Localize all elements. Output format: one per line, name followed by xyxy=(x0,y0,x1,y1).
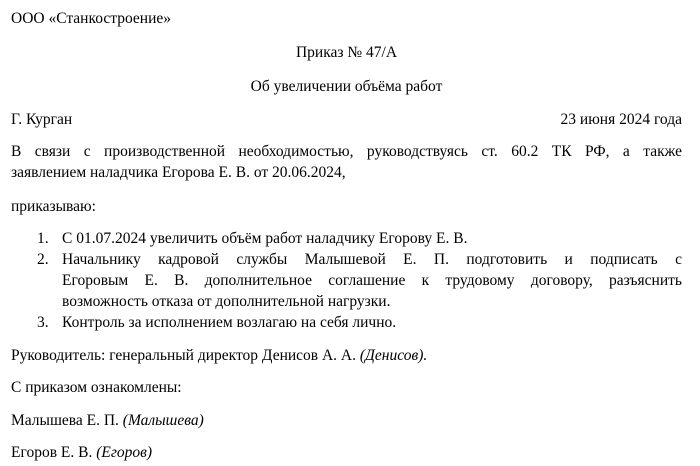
head-signature-row xyxy=(11,346,682,366)
order-items-list xyxy=(11,228,682,333)
preamble-line-1: В связи с производственной необходимостью, руководствуясь ст. 60.2 ТК РФ, а также xyxy=(11,143,682,160)
signer-name: Малышева Е. П. xyxy=(11,412,119,429)
signer-signature: (Егоров) xyxy=(96,444,153,461)
list-item xyxy=(11,312,682,333)
signer-name: Егоров Е. В. xyxy=(11,444,93,461)
item-text: возможность отказа от дополнительной нагрузки. xyxy=(62,293,391,310)
signer-signature: (Малышева) xyxy=(122,412,204,429)
head-signature: (Денисов). xyxy=(359,347,428,364)
signer-row xyxy=(11,411,682,431)
company-name: ООО «Станкостроение» xyxy=(11,10,171,27)
item-text: С 01.07.2024 увеличить объём работ наладчику Егорову Е. В. xyxy=(62,230,468,247)
item-text: Егоровым Е. В. дополнительное соглашение к трудовому договору, разъяснить xyxy=(62,272,682,289)
signer-row xyxy=(11,443,682,463)
list-item xyxy=(11,249,682,312)
item-number: 3. xyxy=(37,314,49,331)
head-label: Руководитель: генеральный директор Денисов А. А. xyxy=(11,347,357,364)
city: Г. Курган xyxy=(11,111,73,128)
item-text: Контроль за исполнением возлагаю на себя лично. xyxy=(62,314,397,331)
item-text: Начальнику кадровой службы Малышевой Е. П. подготовить и подписать с xyxy=(62,251,682,268)
acknowledged-label: С приказом ознакомлены: xyxy=(11,379,182,396)
item-number: 1. xyxy=(37,230,49,247)
preamble-line-2: заявлением наладчика Егорова Е. В. от 20.06.2024, xyxy=(11,164,346,181)
item-number: 2. xyxy=(37,251,49,268)
order-subject: Об увеличении объёма работ xyxy=(250,78,443,95)
place-date-row xyxy=(11,110,682,130)
order-title: Приказ № 47/А xyxy=(295,44,398,61)
order-word: приказываю: xyxy=(11,198,96,215)
order-date: 23 июня 2024 года xyxy=(560,111,682,128)
list-item xyxy=(11,228,682,249)
